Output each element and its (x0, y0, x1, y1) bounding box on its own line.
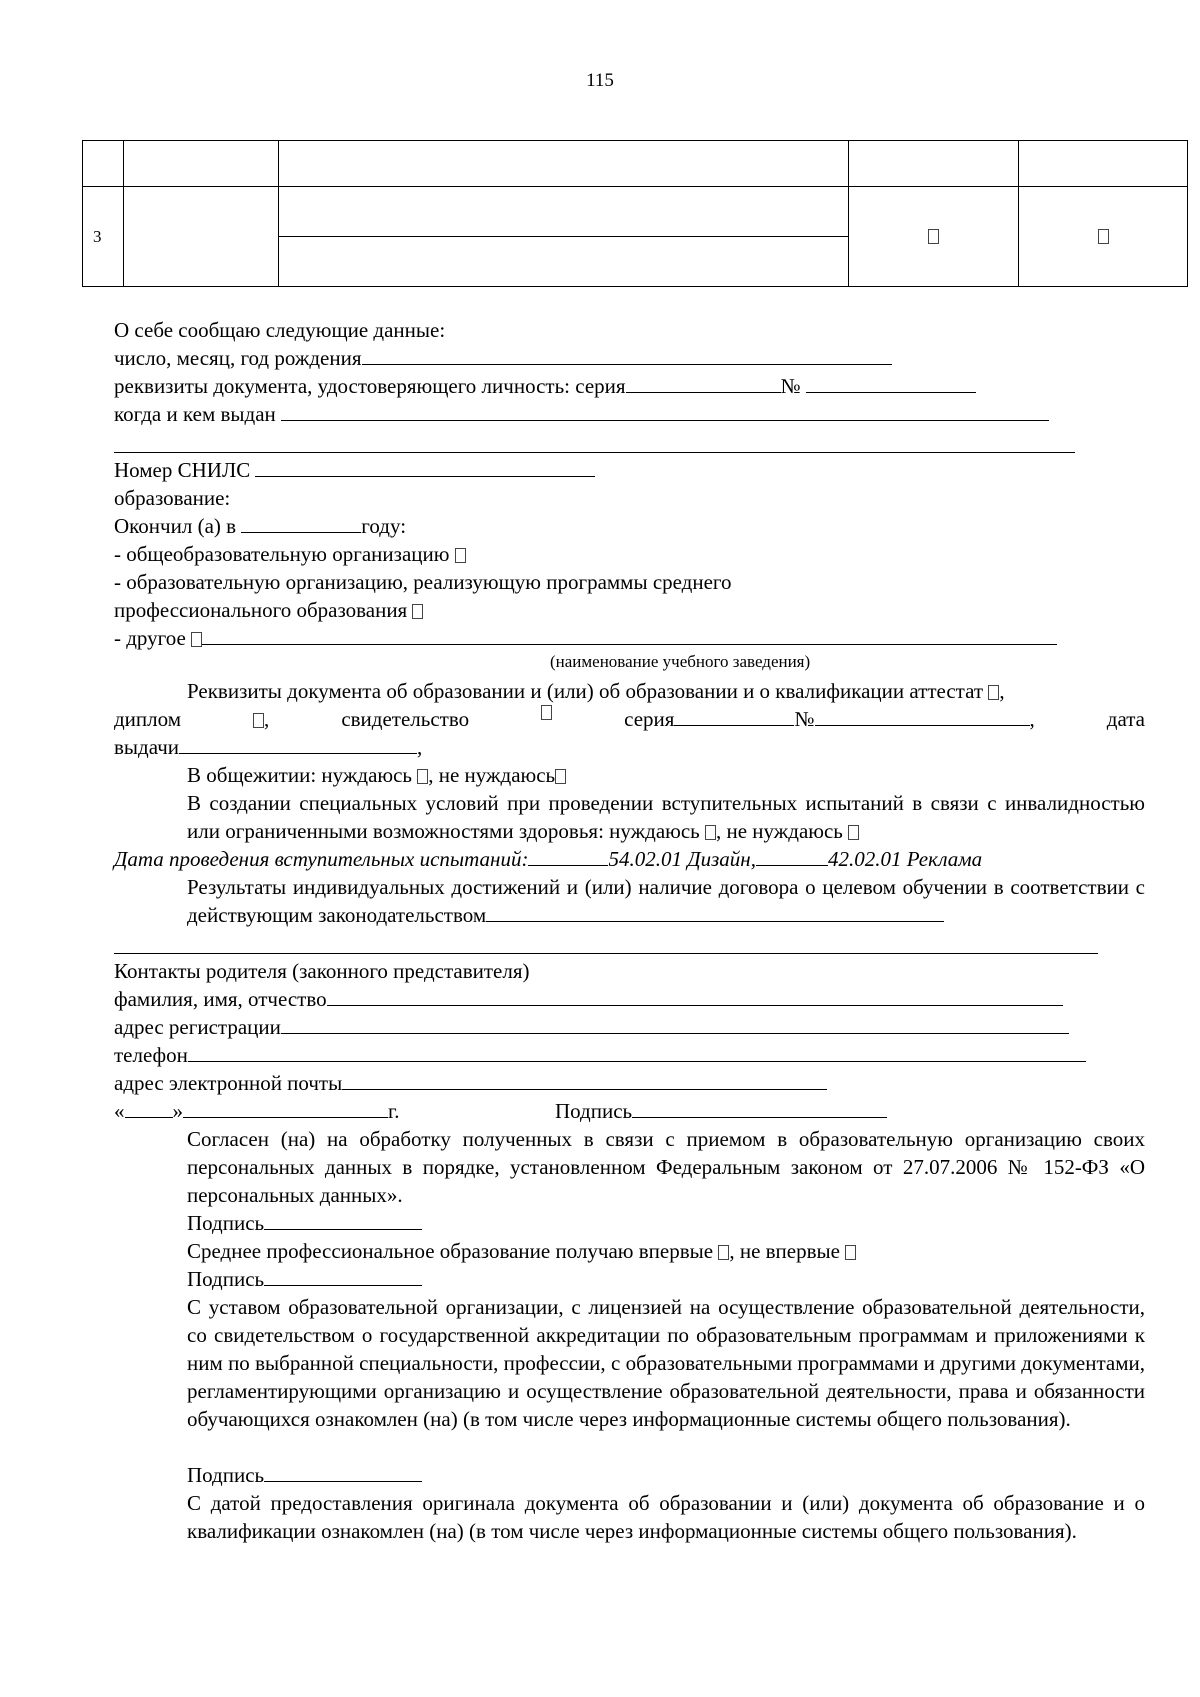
graduated-year-field[interactable] (241, 512, 361, 533)
parent-fio-field[interactable] (327, 985, 1063, 1006)
year-label: году: (361, 514, 407, 538)
consent-signature-line: Подпись (187, 1209, 422, 1237)
dob-field[interactable] (362, 344, 892, 365)
issued-field-continued[interactable] (114, 452, 1075, 453)
checkbox-certificate[interactable] (541, 705, 552, 720)
charter-paragraph: С уставом образовательной организации, с лицензией на осуществление образовательной деятельности, со свидетельством о государственной аккредитации по образовательным программам и приложениями к ним по выбранной специальности, профессии, с образовательными программами и другими документами, регламентирующими организацию и осуществление образовательной деятельности, права и обязанности обучающихся ознакомлен (на) (в том числе через информационные системы общего пользования). (187, 1295, 1145, 1431)
issued-label: когда и кем выдан (114, 402, 276, 426)
checkbox-dorm-yes[interactable] (417, 769, 428, 784)
edu-issue-date-field[interactable] (179, 733, 417, 754)
achievements-field[interactable] (486, 901, 944, 922)
parent-address-field[interactable] (281, 1013, 1069, 1034)
checkbox-dorm-no[interactable] (555, 769, 566, 784)
checkbox[interactable] (191, 632, 202, 647)
parent-phone-field[interactable] (188, 1041, 1086, 1062)
consent-signature-field[interactable] (264, 1209, 422, 1230)
edu-series-field[interactable] (674, 705, 794, 726)
table-cell (1019, 141, 1188, 187)
snils-label: Номер СНИЛС (114, 458, 251, 482)
charter-signature-line: Подпись (187, 1461, 422, 1489)
graduated-line (114, 512, 406, 540)
series-field[interactable] (626, 372, 781, 393)
spo-signature-field[interactable] (264, 1265, 422, 1286)
edu-doc-line2: диплом , свидетельство серия № , дата (114, 707, 1145, 731)
dorm-line: В общежитии: нуждаюсь , не нуждаюсь (187, 761, 566, 789)
signature-field[interactable] (632, 1097, 887, 1118)
parent-fio-line: фамилия, имя, отчество (114, 985, 1063, 1013)
parents-heading: Контакты родителя (законного представителя) (114, 959, 530, 983)
checkbox[interactable] (928, 229, 939, 244)
original-doc-paragraph: С датой предоставления оригинала документа об образовании и (или) документа об образование и о квалификации ознакомлен (на) (в том числе через информационные системы общего пользования). (187, 1491, 1145, 1543)
table-cell (83, 141, 124, 187)
checkbox[interactable] (1098, 229, 1109, 244)
option-spo-line1: - образовательную организацию, реализующую программы среднего (114, 570, 732, 594)
table-cell (849, 141, 1019, 187)
dob-line (114, 344, 892, 372)
parent-email-field[interactable] (342, 1069, 827, 1090)
spo-line: Среднее профессиональное образование получаю впервые , не впервые (187, 1237, 856, 1265)
parent-email-line: адрес электронной почты (114, 1069, 827, 1097)
education-label: образование: (114, 486, 231, 510)
edu-number-field[interactable] (815, 705, 1030, 726)
option-general: - общеобразовательную организацию (114, 540, 466, 568)
exam-dates-line: Дата проведения вступительных испытаний: 54.02.01 Дизайн, 42.02.01 Реклама (114, 847, 983, 871)
day-field[interactable] (125, 1097, 173, 1118)
id-doc-line (114, 372, 976, 400)
parent-phone-line: телефон (114, 1041, 1086, 1069)
table-cell-split (279, 187, 849, 287)
table-checkbox-cell[interactable] (849, 187, 1019, 287)
id-doc-label: реквизиты документа, удостоверяющего личность: серия (114, 374, 626, 398)
option-other: - другое (114, 624, 1057, 652)
snils-field[interactable] (255, 456, 595, 477)
table-cell (124, 141, 279, 187)
special-conditions: В создании специальных условий при проведении вступительных испытаний в связи с инвалидностью или ограниченными возможностями здоровья: нуждаюсь , не нуждаюсь (187, 791, 1145, 843)
checkbox-diplom[interactable] (253, 713, 264, 728)
achievements-field-continued[interactable] (114, 953, 1098, 954)
checkbox[interactable] (412, 604, 423, 619)
parent-address-line: адрес регистрации (114, 1013, 1069, 1041)
dob-label: число, месяц, год рождения (114, 346, 362, 370)
about-heading: О себе сообщаю следующие данные: (114, 318, 446, 342)
exam-date-field-2[interactable] (756, 845, 828, 866)
issued-line (114, 400, 1049, 428)
charter-signature-field[interactable] (264, 1461, 422, 1482)
checkbox[interactable] (455, 548, 466, 563)
checkbox-attestat[interactable] (988, 685, 999, 700)
row-number: 3 (83, 187, 124, 287)
option-spo-line2: профессионального образования (114, 596, 423, 624)
other-institution-field[interactable] (202, 624, 1057, 645)
checkbox-special-no[interactable] (848, 825, 859, 840)
table-cell (279, 141, 849, 187)
consent-paragraph: Согласен (на) на обработку полученных в связи с приемом в образовательную организацию своих персональных данных в порядке, установленном Федеральным законом от 27.07.2006 № 152-ФЗ «О персональных данных». (187, 1127, 1145, 1207)
checkbox-spo-not-first[interactable] (845, 1245, 856, 1260)
checkbox-spo-first[interactable] (718, 1245, 729, 1260)
institution-caption: (наименование учебного заведения) (550, 652, 811, 671)
specialty-table (82, 140, 1188, 287)
snils-line (114, 456, 595, 484)
edu-doc-line1: Реквизиты документа об образовании и (или) об образовании и о квалификации аттестат , (187, 679, 1005, 703)
spo-signature-line: Подпись (187, 1265, 422, 1293)
exam-date-field-1[interactable] (528, 845, 608, 866)
page-number: 115 (586, 70, 614, 91)
table-cell (124, 187, 279, 287)
month-year-field[interactable] (183, 1097, 388, 1118)
date-sign-line: « » г. (114, 1099, 400, 1123)
table-checkbox-cell[interactable] (1019, 187, 1188, 287)
checkbox-special-yes[interactable] (705, 825, 716, 840)
number-field[interactable] (806, 372, 976, 393)
signature-line: Подпись (555, 1097, 887, 1125)
number-sign: № (780, 374, 801, 398)
edu-issue-line: выдачи , (114, 735, 423, 759)
graduated-label: Окончил (а) в (114, 514, 237, 538)
achievements: Результаты индивидуальных достижений и (или) наличие договора о целевом обучении в соответствии с действующим законодательством (187, 875, 1145, 927)
issued-field[interactable] (281, 400, 1049, 421)
